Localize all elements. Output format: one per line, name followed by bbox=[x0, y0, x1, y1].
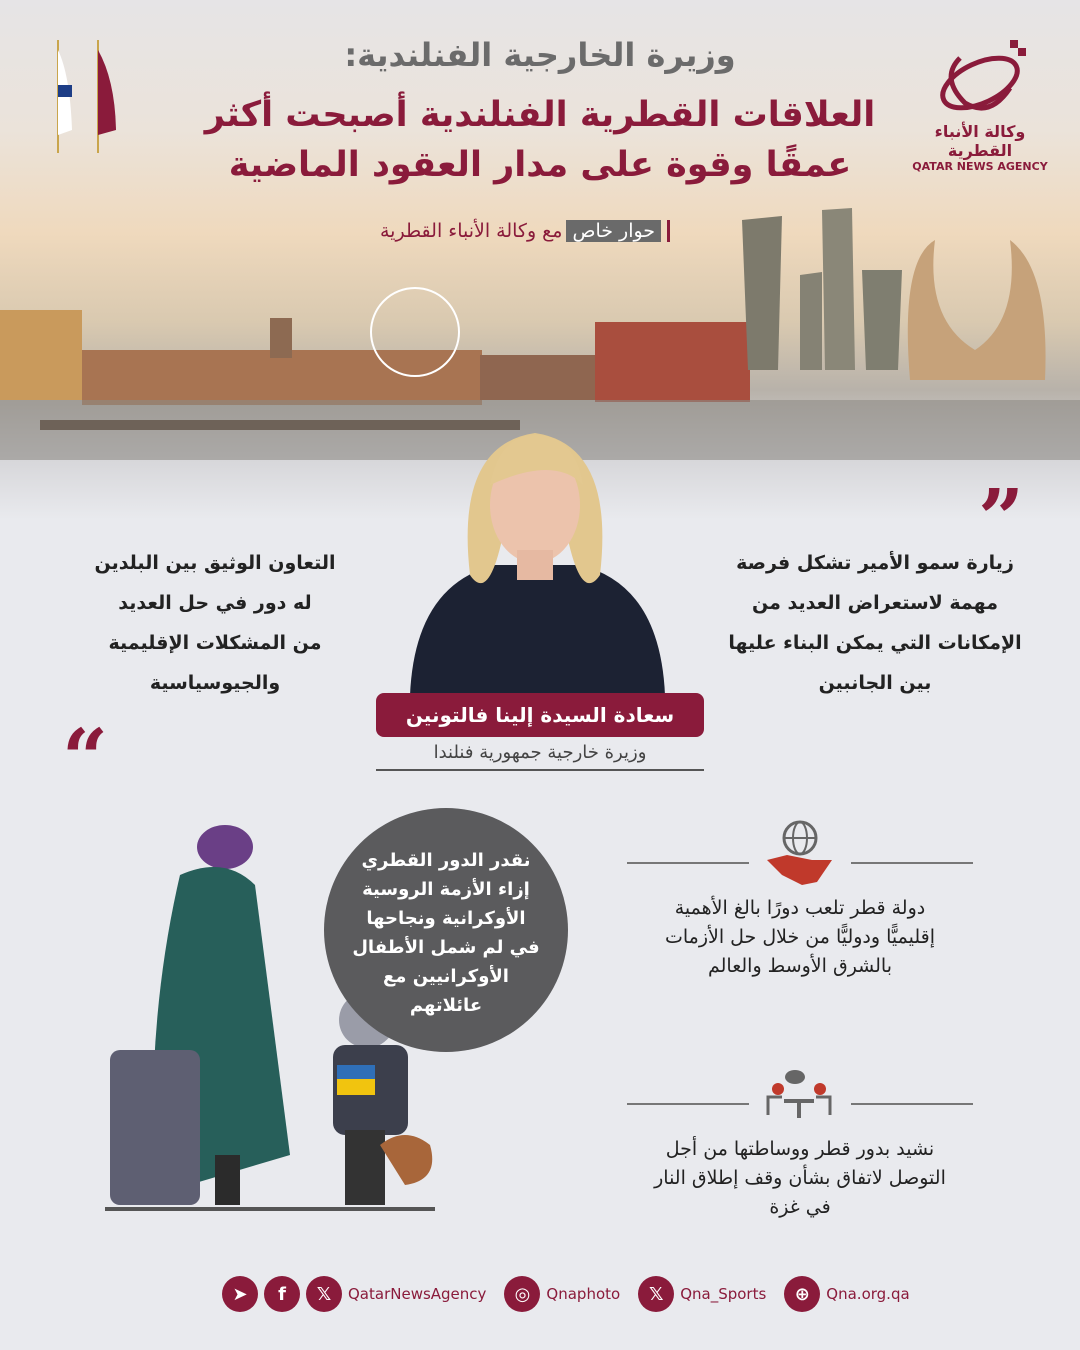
quote-line: بين الجانبين bbox=[818, 672, 932, 694]
divider bbox=[627, 862, 749, 864]
x-icon[interactable]: 𝕏 bbox=[306, 1276, 342, 1312]
quote-bubble bbox=[324, 808, 568, 1052]
social-handle-qna-sports[interactable]: Qna_Sports bbox=[680, 1285, 767, 1303]
open-quote-icon: “ bbox=[62, 711, 109, 805]
divider bbox=[851, 862, 973, 864]
quote-right bbox=[720, 543, 1030, 703]
bubble-line: في لم شمل الأطفال bbox=[352, 937, 540, 958]
logo-english: QATAR NEWS AGENCY bbox=[912, 160, 1048, 173]
quote-line: مهمة لاستعراض العديد من bbox=[752, 592, 998, 614]
quote-left bbox=[70, 543, 360, 703]
meeting-icon bbox=[762, 1065, 837, 1125]
tag-rest: مع وكالة الأنباء القطرية bbox=[380, 220, 563, 242]
quote-line: التعاون الوثيق بين البلدين bbox=[94, 552, 336, 574]
bubble-line: عائلاتهم bbox=[409, 995, 483, 1016]
close-quote-icon: ” bbox=[978, 471, 1025, 565]
globe-icon[interactable]: ⊕ bbox=[784, 1276, 820, 1312]
instagram-icon[interactable]: ◎ bbox=[504, 1276, 540, 1312]
quote-line: زيارة سمو الأمير تشكل فرصة bbox=[736, 552, 1014, 574]
divider bbox=[851, 1103, 973, 1105]
item-line: في غزة bbox=[769, 1196, 831, 1218]
tag-highlight: حوار خاص bbox=[566, 220, 661, 242]
handshake-globe-icon bbox=[762, 820, 837, 890]
item-line: التوصل لاتفاق بشأن وقف إطلاق النار bbox=[654, 1167, 946, 1189]
statement-item-2 bbox=[620, 1135, 980, 1222]
bubble-line: إزاء الأزمة الروسية bbox=[362, 879, 530, 900]
item-line: بالشرق الأوسط والعالم bbox=[708, 955, 892, 977]
item-line: دولة قطر تلعب دورًا بالغ الأهمية bbox=[674, 897, 926, 919]
divider bbox=[627, 1103, 749, 1105]
logo-arabic: وكالة الأنباء القطرية bbox=[934, 122, 1026, 160]
x-icon[interactable]: 𝕏 bbox=[638, 1276, 674, 1312]
social-footer bbox=[222, 1276, 910, 1312]
minister-portrait bbox=[405, 405, 670, 695]
social-handle-qnaphoto[interactable]: Qnaphoto bbox=[546, 1285, 621, 1303]
headline-line-2: عمقًا وقوة على مدار العقود الماضية bbox=[228, 145, 852, 185]
headline-main bbox=[140, 90, 940, 190]
minister-name: سعادة السيدة إلينا فالتونين bbox=[376, 693, 704, 737]
headline-line-1: العلاقات القطرية الفنلندية أصبحت أكثر bbox=[204, 95, 876, 135]
social-handle-qatarnewsagency[interactable]: QatarNewsAgency bbox=[348, 1285, 487, 1303]
headline-minister: وزيرة الخارجية الفنلندية: bbox=[344, 36, 736, 74]
quote-line: له دور في حل العديد bbox=[118, 592, 312, 614]
quote-line: والجيوسياسية bbox=[149, 672, 281, 694]
statement-item-1 bbox=[620, 894, 980, 981]
interview-tag bbox=[380, 220, 670, 242]
facebook-icon[interactable]: f bbox=[264, 1276, 300, 1312]
bubble-line: نقدر الدور القطري bbox=[361, 850, 531, 871]
item-line: إقليميًّا ودوليًّا من خلال حل الأزمات bbox=[664, 926, 936, 948]
website-link[interactable]: Qna.org.qa bbox=[826, 1285, 910, 1303]
bubble-line: الأوكرانية ونجاحها bbox=[366, 908, 526, 929]
item-line: نشيد بدور قطر ووساطتها من أجل bbox=[665, 1138, 935, 1160]
telegram-icon[interactable]: ➤ bbox=[222, 1276, 258, 1312]
minister-role: وزيرة خارجية جمهورية فنلندا bbox=[376, 742, 704, 771]
quote-line: الإمكانات التي يمكن البناء عليها bbox=[728, 632, 1022, 654]
quote-line: من المشكلات الإقليمية bbox=[108, 632, 322, 654]
bubble-line: الأوكرانيين مع bbox=[383, 966, 509, 987]
